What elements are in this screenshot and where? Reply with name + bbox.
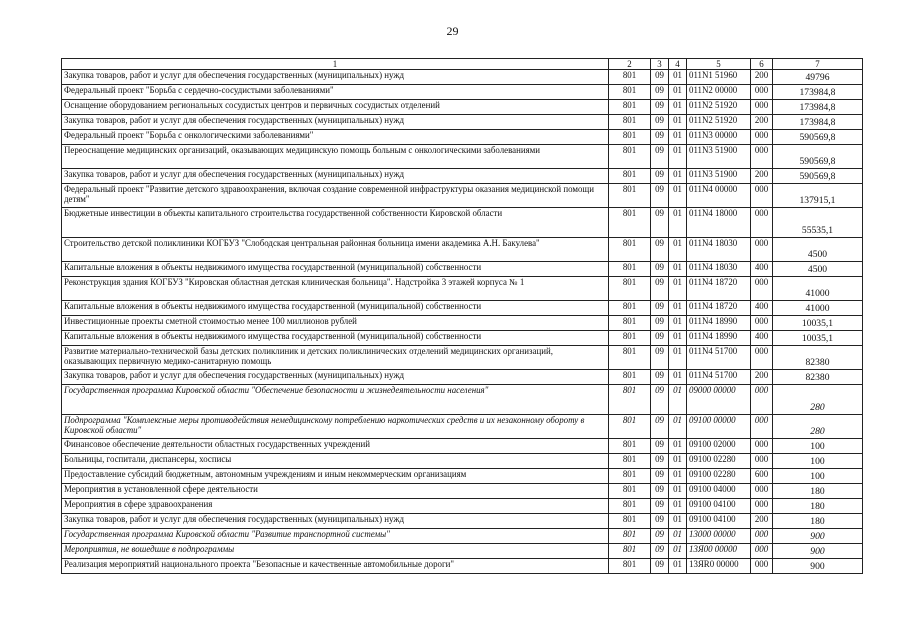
table-row bbox=[62, 100, 863, 115]
row-name-cell: Капитальные вложения в объекты недвижимого имущества государственной (муниципальной) собственности bbox=[62, 331, 609, 346]
expense-type-cell: 000 bbox=[751, 439, 773, 454]
amount-cell: 280 bbox=[773, 385, 863, 415]
table-row bbox=[62, 130, 863, 145]
expense-type-cell: 000 bbox=[751, 145, 773, 169]
admin-code-cell: 801 bbox=[609, 208, 651, 238]
amount-cell: 100 bbox=[773, 454, 863, 469]
table-row bbox=[62, 145, 863, 169]
expense-type-cell: 200 bbox=[751, 514, 773, 529]
row-name-cell: Закупка товаров, работ и услуг для обеспечения государственных (муниципальных) нужд bbox=[62, 70, 609, 85]
expense-type-cell: 400 bbox=[751, 262, 773, 277]
amount-cell: 590569,8 bbox=[773, 145, 863, 169]
expense-type-cell: 000 bbox=[751, 415, 773, 439]
target-article-cell: 09100 00000 bbox=[687, 415, 751, 439]
row-name-cell: Закупка товаров, работ и услуг для обеспечения государственных (муниципальных) нужд bbox=[62, 514, 609, 529]
expense-type-cell: 000 bbox=[751, 454, 773, 469]
header-cell: 6 bbox=[751, 59, 773, 70]
row-name-cell: Капитальные вложения в объекты недвижимого имущества государственной (муниципальной) собственности bbox=[62, 262, 609, 277]
admin-code-cell: 801 bbox=[609, 262, 651, 277]
section-code-cell: 09 bbox=[651, 262, 669, 277]
target-article-cell: 13ЯR0 00000 bbox=[687, 559, 751, 574]
target-article-cell: 011N4 18720 bbox=[687, 277, 751, 301]
admin-code-cell: 801 bbox=[609, 130, 651, 145]
target-article-cell: 09100 04000 bbox=[687, 484, 751, 499]
section-code-cell: 09 bbox=[651, 301, 669, 316]
amount-cell: 41000 bbox=[773, 301, 863, 316]
section-code-cell: 09 bbox=[651, 115, 669, 130]
target-article-cell: 011N4 18000 bbox=[687, 208, 751, 238]
section-code-cell: 09 bbox=[651, 238, 669, 262]
row-name-cell: Реконструкция здания КОГБУЗ "Кировская областная детская клиническая больница". Надстройка 3 этажей корпуса № 1 bbox=[62, 277, 609, 301]
target-article-cell: 011N4 18030 bbox=[687, 262, 751, 277]
admin-code-cell: 801 bbox=[609, 544, 651, 559]
table-row bbox=[62, 514, 863, 529]
target-article-cell: 011N1 51960 bbox=[687, 70, 751, 85]
amount-cell: 900 bbox=[773, 544, 863, 559]
amount-cell: 180 bbox=[773, 499, 863, 514]
expense-type-cell: 000 bbox=[751, 499, 773, 514]
section-code-cell: 09 bbox=[651, 454, 669, 469]
row-name-cell: Федеральный проект "Борьба с сердечно-сосудистыми заболеваниями" bbox=[62, 85, 609, 100]
row-name-cell: Инвестиционные проекты сметной стоимостью менее 100 миллионов рублей bbox=[62, 316, 609, 331]
section-code-cell: 09 bbox=[651, 169, 669, 184]
subsection-code-cell: 01 bbox=[669, 499, 687, 514]
section-code-cell: 09 bbox=[651, 544, 669, 559]
target-article-cell: 09000 00000 bbox=[687, 385, 751, 415]
section-code-cell: 09 bbox=[651, 70, 669, 85]
subsection-code-cell: 01 bbox=[669, 70, 687, 85]
subsection-code-cell: 01 bbox=[669, 277, 687, 301]
admin-code-cell: 801 bbox=[609, 514, 651, 529]
section-code-cell: 09 bbox=[651, 316, 669, 331]
admin-code-cell: 801 bbox=[609, 385, 651, 415]
subsection-code-cell: 01 bbox=[669, 331, 687, 346]
section-code-cell: 09 bbox=[651, 184, 669, 208]
target-article-cell: 011N2 00000 bbox=[687, 85, 751, 100]
admin-code-cell: 801 bbox=[609, 454, 651, 469]
row-name-cell: Строительство детской поликлиники КОГБУЗ "Слободская центральная районная больница имени академика А.Н. Бакулева" bbox=[62, 238, 609, 262]
subsection-code-cell: 01 bbox=[669, 85, 687, 100]
section-code-cell: 09 bbox=[651, 370, 669, 385]
amount-cell: 173984,8 bbox=[773, 100, 863, 115]
row-name-cell: Государственная программа Кировской области "Обеспечение безопасности и жизнедеятельности населения" bbox=[62, 385, 609, 415]
row-name-cell: Развитие материально-технической базы детских поликлиник и детских поликлинических отделений медицинских организаций, оказывающих первичную медико-санитарную помощь bbox=[62, 346, 609, 370]
table-row bbox=[62, 169, 863, 184]
amount-cell: 100 bbox=[773, 439, 863, 454]
section-code-cell: 09 bbox=[651, 208, 669, 238]
table-row bbox=[62, 277, 863, 301]
target-article-cell: 011N4 18030 bbox=[687, 238, 751, 262]
section-code-cell: 09 bbox=[651, 85, 669, 100]
header-cell: 2 bbox=[609, 59, 651, 70]
row-name-cell: Мероприятия в сфере здравоохранения bbox=[62, 499, 609, 514]
subsection-code-cell: 01 bbox=[669, 262, 687, 277]
admin-code-cell: 801 bbox=[609, 370, 651, 385]
expense-type-cell: 000 bbox=[751, 484, 773, 499]
admin-code-cell: 801 bbox=[609, 484, 651, 499]
target-article-cell: 011N4 18720 bbox=[687, 301, 751, 316]
subsection-code-cell: 01 bbox=[669, 559, 687, 574]
table-row bbox=[62, 70, 863, 85]
expense-type-cell: 400 bbox=[751, 301, 773, 316]
subsection-code-cell: 01 bbox=[669, 529, 687, 544]
target-article-cell: 011N4 51700 bbox=[687, 346, 751, 370]
subsection-code-cell: 01 bbox=[669, 415, 687, 439]
expense-type-cell: 400 bbox=[751, 331, 773, 346]
expense-type-cell: 000 bbox=[751, 385, 773, 415]
section-code-cell: 09 bbox=[651, 346, 669, 370]
table-row bbox=[62, 559, 863, 574]
amount-cell: 590569,8 bbox=[773, 169, 863, 184]
target-article-cell: 011N3 51900 bbox=[687, 145, 751, 169]
expense-type-cell: 000 bbox=[751, 184, 773, 208]
target-article-cell: 09100 04100 bbox=[687, 499, 751, 514]
subsection-code-cell: 01 bbox=[669, 469, 687, 484]
table-header-row bbox=[62, 59, 863, 70]
row-name-cell: Закупка товаров, работ и услуг для обеспечения государственных (муниципальных) нужд bbox=[62, 370, 609, 385]
subsection-code-cell: 01 bbox=[669, 115, 687, 130]
row-name-cell: Федеральный проект "Борьба с онкологическими заболеваниями" bbox=[62, 130, 609, 145]
subsection-code-cell: 01 bbox=[669, 370, 687, 385]
expense-type-cell: 000 bbox=[751, 130, 773, 145]
row-name-cell: Закупка товаров, работ и услуг для обеспечения государственных (муниципальных) нужд bbox=[62, 169, 609, 184]
section-code-cell: 09 bbox=[651, 100, 669, 115]
table-row bbox=[62, 238, 863, 262]
subsection-code-cell: 01 bbox=[669, 238, 687, 262]
section-code-cell: 09 bbox=[651, 514, 669, 529]
table-row bbox=[62, 385, 863, 415]
table-row bbox=[62, 484, 863, 499]
amount-cell: 82380 bbox=[773, 370, 863, 385]
subsection-code-cell: 01 bbox=[669, 316, 687, 331]
section-code-cell: 09 bbox=[651, 559, 669, 574]
expense-type-cell: 200 bbox=[751, 70, 773, 85]
target-article-cell: 011N4 51700 bbox=[687, 370, 751, 385]
section-code-cell: 09 bbox=[651, 469, 669, 484]
admin-code-cell: 801 bbox=[609, 346, 651, 370]
amount-cell: 173984,8 bbox=[773, 85, 863, 100]
table-row bbox=[62, 85, 863, 100]
section-code-cell: 09 bbox=[651, 415, 669, 439]
expense-type-cell: 000 bbox=[751, 277, 773, 301]
admin-code-cell: 801 bbox=[609, 559, 651, 574]
target-article-cell: 09100 02000 bbox=[687, 439, 751, 454]
admin-code-cell: 801 bbox=[609, 184, 651, 208]
row-name-cell: Федеральный проект "Развитие детского здравоохранения, включая создание современной инфраструктуры оказания медицинской помощи детям" bbox=[62, 184, 609, 208]
table-row bbox=[62, 346, 863, 370]
target-article-cell: 011N3 51900 bbox=[687, 169, 751, 184]
table-row bbox=[62, 262, 863, 277]
table-row bbox=[62, 529, 863, 544]
expense-type-cell: 000 bbox=[751, 238, 773, 262]
header-cell: 1 bbox=[62, 59, 609, 70]
amount-cell: 49796 bbox=[773, 70, 863, 85]
expense-type-cell: 000 bbox=[751, 529, 773, 544]
amount-cell: 137915,1 bbox=[773, 184, 863, 208]
row-name-cell: Переоснащение медицинских организаций, оказывающих медицинскую помощь больным с онкологическими заболеваниями bbox=[62, 145, 609, 169]
amount-cell: 4500 bbox=[773, 262, 863, 277]
amount-cell: 590569,8 bbox=[773, 130, 863, 145]
row-name-cell: Финансовое обеспечение деятельности областных государственных учреждений bbox=[62, 439, 609, 454]
expense-type-cell: 200 bbox=[751, 370, 773, 385]
table-row bbox=[62, 439, 863, 454]
target-article-cell: 13000 00000 bbox=[687, 529, 751, 544]
budget-table bbox=[61, 58, 863, 574]
expense-type-cell: 000 bbox=[751, 208, 773, 238]
amount-cell: 10035,1 bbox=[773, 316, 863, 331]
expense-type-cell: 000 bbox=[751, 544, 773, 559]
section-code-cell: 09 bbox=[651, 439, 669, 454]
amount-cell: 100 bbox=[773, 469, 863, 484]
expense-type-cell: 200 bbox=[751, 169, 773, 184]
target-article-cell: 011N4 00000 bbox=[687, 184, 751, 208]
target-article-cell: 011N4 18990 bbox=[687, 331, 751, 346]
table-row bbox=[62, 454, 863, 469]
subsection-code-cell: 01 bbox=[669, 208, 687, 238]
subsection-code-cell: 01 bbox=[669, 484, 687, 499]
subsection-code-cell: 01 bbox=[669, 514, 687, 529]
expense-type-cell: 200 bbox=[751, 115, 773, 130]
admin-code-cell: 801 bbox=[609, 316, 651, 331]
admin-code-cell: 801 bbox=[609, 85, 651, 100]
row-name-cell: Оснащение оборудованием региональных сосудистых центров и первичных сосудистых отделений bbox=[62, 100, 609, 115]
header-cell: 3 bbox=[651, 59, 669, 70]
admin-code-cell: 801 bbox=[609, 238, 651, 262]
expense-type-cell: 000 bbox=[751, 100, 773, 115]
expense-type-cell: 000 bbox=[751, 559, 773, 574]
subsection-code-cell: 01 bbox=[669, 544, 687, 559]
section-code-cell: 09 bbox=[651, 130, 669, 145]
subsection-code-cell: 01 bbox=[669, 145, 687, 169]
table-row bbox=[62, 415, 863, 439]
table-row bbox=[62, 499, 863, 514]
expense-type-cell: 000 bbox=[751, 316, 773, 331]
amount-cell: 900 bbox=[773, 529, 863, 544]
row-name-cell: Предоставление субсидий бюджетным, автономным учреждениям и иным некоммерческим организациям bbox=[62, 469, 609, 484]
admin-code-cell: 801 bbox=[609, 499, 651, 514]
admin-code-cell: 801 bbox=[609, 277, 651, 301]
section-code-cell: 09 bbox=[651, 484, 669, 499]
expense-type-cell: 000 bbox=[751, 85, 773, 100]
subsection-code-cell: 01 bbox=[669, 439, 687, 454]
table-row bbox=[62, 370, 863, 385]
subsection-code-cell: 01 bbox=[669, 346, 687, 370]
section-code-cell: 09 bbox=[651, 331, 669, 346]
header-cell: 7 bbox=[773, 59, 863, 70]
admin-code-cell: 801 bbox=[609, 439, 651, 454]
row-name-cell: Государственная программа Кировской области "Развитие транспортной системы" bbox=[62, 529, 609, 544]
admin-code-cell: 801 bbox=[609, 415, 651, 439]
target-article-cell: 011N2 51920 bbox=[687, 115, 751, 130]
amount-cell: 82380 bbox=[773, 346, 863, 370]
header-cell: 4 bbox=[669, 59, 687, 70]
table-row bbox=[62, 115, 863, 130]
section-code-cell: 09 bbox=[651, 145, 669, 169]
admin-code-cell: 801 bbox=[609, 469, 651, 484]
amount-cell: 41000 bbox=[773, 277, 863, 301]
admin-code-cell: 801 bbox=[609, 115, 651, 130]
row-name-cell: Мероприятия, не вошедшие в подпрограммы bbox=[62, 544, 609, 559]
table-row bbox=[62, 469, 863, 484]
amount-cell: 180 bbox=[773, 484, 863, 499]
amount-cell: 4500 bbox=[773, 238, 863, 262]
table-row bbox=[62, 208, 863, 238]
page-number: 29 bbox=[446, 24, 459, 38]
subsection-code-cell: 01 bbox=[669, 454, 687, 469]
amount-cell: 55535,1 bbox=[773, 208, 863, 238]
row-name-cell: Мероприятия в установленной сфере деятельности bbox=[62, 484, 609, 499]
target-article-cell: 09100 02280 bbox=[687, 469, 751, 484]
section-code-cell: 09 bbox=[651, 277, 669, 301]
subsection-code-cell: 01 bbox=[669, 130, 687, 145]
amount-cell: 180 bbox=[773, 514, 863, 529]
table-row bbox=[62, 544, 863, 559]
row-name-cell: Подпрограмма "Комплексные меры противодействия немедицинскому потреблению наркотических средств и их незаконному обороту в Кировской области" bbox=[62, 415, 609, 439]
table-row bbox=[62, 331, 863, 346]
target-article-cell: 011N4 18990 bbox=[687, 316, 751, 331]
target-article-cell: 13Я00 00000 bbox=[687, 544, 751, 559]
section-code-cell: 09 bbox=[651, 385, 669, 415]
admin-code-cell: 801 bbox=[609, 169, 651, 184]
target-article-cell: 09100 02280 bbox=[687, 454, 751, 469]
subsection-code-cell: 01 bbox=[669, 184, 687, 208]
subsection-code-cell: 01 bbox=[669, 385, 687, 415]
admin-code-cell: 801 bbox=[609, 529, 651, 544]
amount-cell: 900 bbox=[773, 559, 863, 574]
table-row bbox=[62, 316, 863, 331]
row-name-cell: Больницы, госпитали, диспансеры, хосписы bbox=[62, 454, 609, 469]
admin-code-cell: 801 bbox=[609, 100, 651, 115]
admin-code-cell: 801 bbox=[609, 301, 651, 316]
admin-code-cell: 801 bbox=[609, 331, 651, 346]
section-code-cell: 09 bbox=[651, 499, 669, 514]
admin-code-cell: 801 bbox=[609, 70, 651, 85]
subsection-code-cell: 01 bbox=[669, 301, 687, 316]
row-name-cell: Закупка товаров, работ и услуг для обеспечения государственных (муниципальных) нужд bbox=[62, 115, 609, 130]
target-article-cell: 011N3 00000 bbox=[687, 130, 751, 145]
admin-code-cell: 801 bbox=[609, 145, 651, 169]
amount-cell: 173984,8 bbox=[773, 115, 863, 130]
header-cell: 5 bbox=[687, 59, 751, 70]
row-name-cell: Реализация мероприятий национального проекта "Безопасные и качественные автомобильные дороги" bbox=[62, 559, 609, 574]
expense-type-cell: 600 bbox=[751, 469, 773, 484]
subsection-code-cell: 01 bbox=[669, 100, 687, 115]
table-row bbox=[62, 184, 863, 208]
subsection-code-cell: 01 bbox=[669, 169, 687, 184]
section-code-cell: 09 bbox=[651, 529, 669, 544]
amount-cell: 10035,1 bbox=[773, 331, 863, 346]
amount-cell: 280 bbox=[773, 415, 863, 439]
expense-type-cell: 000 bbox=[751, 346, 773, 370]
table-row bbox=[62, 301, 863, 316]
target-article-cell: 011N2 51920 bbox=[687, 100, 751, 115]
target-article-cell: 09100 04100 bbox=[687, 514, 751, 529]
row-name-cell: Бюджетные инвестиции в объекты капитального строительства государственной собственности Кировской области bbox=[62, 208, 609, 238]
row-name-cell: Капитальные вложения в объекты недвижимого имущества государственной (муниципальной) собственности bbox=[62, 301, 609, 316]
